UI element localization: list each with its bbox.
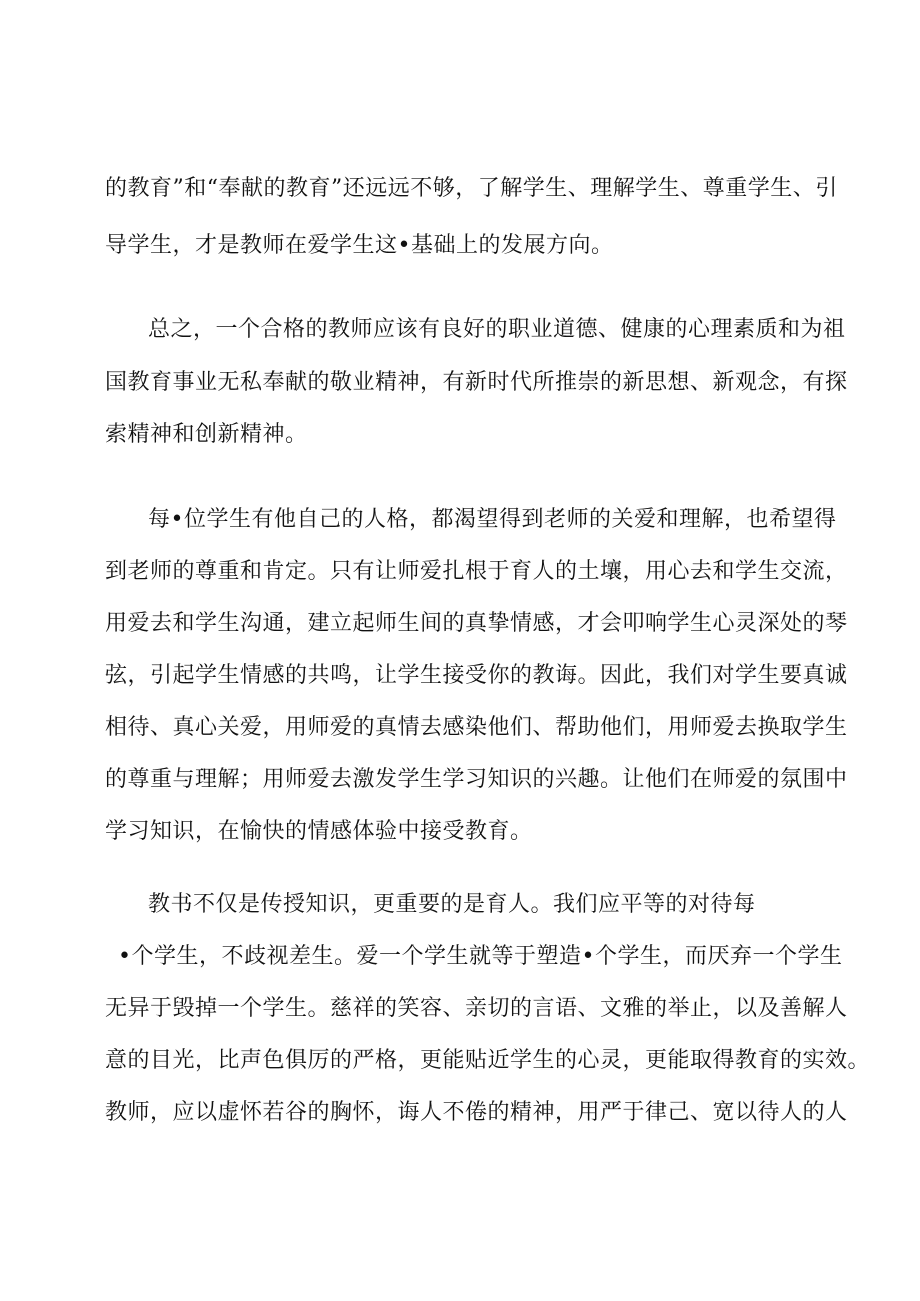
text-line: 教书不仅是传授知识，更重要的是育人。我们应平等的对待每 bbox=[148, 892, 756, 917]
text-line: 意的目光，比声色俱厉的严格，更能贴近学生的心灵，更能取得教育的实效。 bbox=[105, 1048, 871, 1073]
text-line: 无异于毁掉一个学生。慈祥的笑容、亲切的言语、文雅的举止，以及善解人 bbox=[105, 996, 848, 1021]
text-line: 索精神和创新精神。 bbox=[105, 422, 308, 447]
text-line: 弦，引起学生情感的共鸣，让学生接受你的教诲。因此，我们对学生要真诚 bbox=[105, 663, 848, 688]
text-line: 相待、真心关爱，用师爱的真情去感染他们、帮助他们，用师爱去换取学生 bbox=[105, 715, 848, 740]
text-line: 总之，一个合格的教师应该有良好的职业道德、健康的心理素质和为祖 bbox=[148, 317, 846, 342]
text-line: 国教育事业无私奉献的敬业精神，有新时代所推崇的新思想、新观念，有探 bbox=[105, 370, 848, 395]
text-line: 每•位学生有他自己的人格，都渴望得到老师的关爱和理解，也希望得 bbox=[148, 507, 837, 532]
text-line: •个学生，不歧视差生。爱一个学生就等于塑造•个学生，而厌弃一个学生 bbox=[118, 944, 843, 969]
text-line: 导学生，才是教师在爱学生这•基础上的发展方向。 bbox=[105, 233, 614, 258]
text-line: 到老师的尊重和肯定。只有让师爱扎根于育人的土壤，用心去和学生交流， bbox=[105, 559, 848, 584]
text-line: 教师，应以虚怀若谷的胸怀，诲人不倦的精神，用严于律己、宽以待人的人 bbox=[105, 1100, 848, 1125]
text-line: 的尊重与理解；用师爱去激发学生学习知识的兴趣。让他们在师爱的氛围中 bbox=[105, 767, 848, 792]
text-line: 的教育”和“奉献的教育”还远远不够，了解学生、理解学生、尊重学生、引 bbox=[105, 176, 838, 201]
text-line: 学习知识，在愉快的情感体验中接受教育。 bbox=[105, 819, 533, 844]
text-line: 用爱去和学生沟通，建立起师生间的真挚情感，才会叩响学生心灵深处的琴 bbox=[105, 611, 848, 636]
